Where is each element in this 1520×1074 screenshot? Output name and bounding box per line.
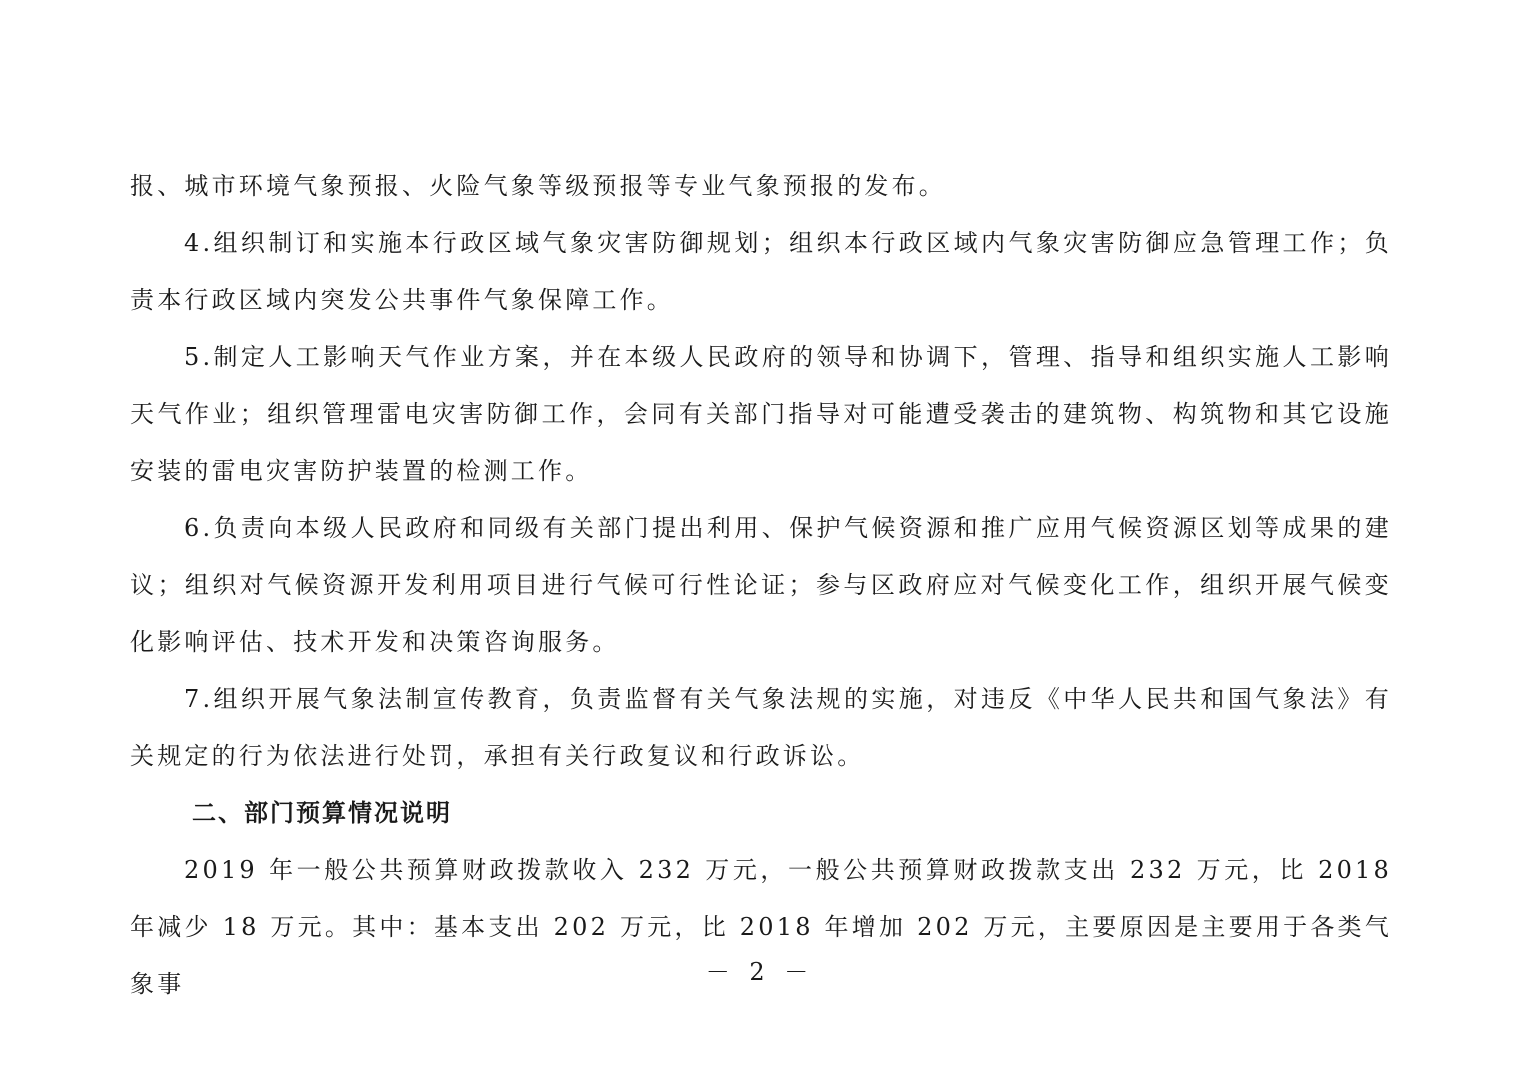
page-number: － 2 － bbox=[705, 958, 815, 986]
paragraph-item-7: 7.组织开展气象法制宣传教育，负责监督有关气象法规的实施，对违反《中华人民共和国气象法》有关规定的行为依法进行处罚，承担有关行政复议和行政诉讼。 bbox=[130, 685, 1392, 770]
document-body bbox=[130, 158, 1392, 1013]
paragraph-budget: 2019 年一般公共预算财政拨款收入 232 万元，一般公共预算财政拨款支出 232 万元，比 2018 年减少 18 万元。其中：基本支出 202 万元，比 2018 年增加 202 万元，主要原因是主要用于各类气象事 bbox=[130, 856, 1392, 998]
paragraph-item-6: 6.负责向本级人民政府和同级有关部门提出利用、保护气候资源和推广应用气候资源区划等成果的建议；组织对气候资源开发利用项目进行气候可行性论证；参与区政府应对气候变化工作，组织开展气候变化影响评估、技术开发和决策咨询服务。 bbox=[130, 514, 1392, 656]
section-heading: 二、部门预算情况说明 bbox=[192, 799, 452, 827]
paragraph-item-4: 4.组织制订和实施本行政区域气象灾害防御规划；组织本行政区域内气象灾害防御应急管理工作；负责本行政区域内突发公共事件气象保障工作。 bbox=[130, 229, 1392, 314]
paragraph-item-5: 5.制定人工影响天气作业方案，并在本级人民政府的领导和协调下，管理、指导和组织实施人工影响天气作业；组织管理雷电灾害防御工作，会同有关部门指导对可能遭受袭击的建筑物、构筑物和其它设施安装的雷电灾害防护装置的检测工作。 bbox=[130, 343, 1392, 485]
paragraph-forecast-release: 报、城市环境气象预报、火险气象等级预报等专业气象预报的发布。 bbox=[130, 172, 946, 200]
